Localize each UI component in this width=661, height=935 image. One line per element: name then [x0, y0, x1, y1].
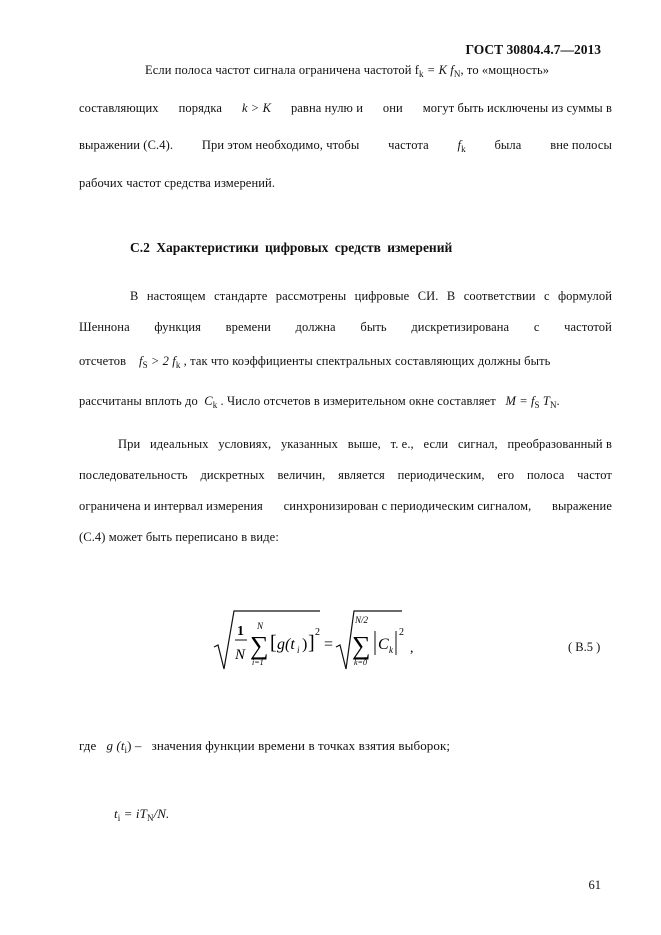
- word: сигнал,: [457, 437, 498, 451]
- word: величин,: [277, 468, 326, 482]
- ti-sub: i: [117, 813, 121, 823]
- p1-l1-text: Если полоса частот сигнала ограничена частотой f: [145, 63, 420, 77]
- ti-t: t: [114, 806, 118, 821]
- word: дискретных: [200, 468, 265, 482]
- word: периодическим,: [397, 468, 485, 482]
- word: они: [382, 101, 403, 115]
- paragraph2-line3: [79, 354, 550, 370]
- paragraph3-line4: (С.4) может быть переписано в виде:: [79, 530, 279, 544]
- word: должна: [295, 320, 336, 334]
- page-number: 61: [588, 878, 601, 892]
- bracket-open: [: [270, 632, 277, 654]
- sum-upper-left: N: [257, 621, 264, 631]
- word: с: [543, 289, 550, 303]
- fk-f: f: [457, 138, 462, 152]
- word: с: [533, 320, 540, 334]
- p1-l1-mid: = K f: [423, 63, 454, 77]
- p2-l4-m: M = f: [505, 394, 535, 408]
- word: равна нулю и: [290, 101, 363, 115]
- equals-sign: =: [324, 636, 334, 653]
- p2-l4-b: . Число отсчетов в измерительном окне составляет: [217, 394, 496, 408]
- ti-end: /N.: [153, 806, 170, 821]
- p2-l4-ck: k: [212, 400, 218, 410]
- word: составляющих: [79, 101, 159, 115]
- word: его: [497, 468, 515, 482]
- frac-one: 1: [237, 624, 244, 639]
- ti-n-sub: N: [146, 813, 154, 823]
- p2-l3-c: , так что коэффициенты спектральных составляющих должны быть: [180, 354, 551, 368]
- word: частот: [577, 468, 612, 482]
- word: если: [423, 437, 449, 451]
- paragraph1-line2: [79, 101, 612, 116]
- word: является: [338, 468, 385, 482]
- p2-l3-fs: S: [142, 360, 148, 370]
- p2-l4-a: рассчитаны вплоть до: [79, 394, 198, 408]
- paragraph2-line1: [130, 289, 612, 304]
- word: СИ.: [417, 289, 439, 303]
- word: была: [494, 138, 522, 152]
- word: При этом необходимо, чтобы: [201, 138, 360, 152]
- word: полоса: [526, 468, 565, 482]
- where-text: значения функции времени в точках взятия выборок;: [151, 738, 451, 753]
- where-g: g (t: [106, 738, 125, 753]
- p2-l3-bk: k: [175, 360, 181, 370]
- paragraph2-line4: [79, 394, 560, 410]
- word: условиях,: [218, 437, 272, 451]
- equation-number: ( B.5 ): [568, 640, 601, 654]
- frac-n: N: [235, 647, 246, 663]
- square-left: 2: [315, 627, 320, 638]
- p2-l4-c: C: [204, 394, 213, 408]
- paragraph3-line1: [118, 437, 612, 452]
- word: т. е.,: [390, 437, 414, 451]
- word: вне полосы: [550, 138, 612, 152]
- word: рассмотрены: [275, 289, 347, 303]
- word: быть: [360, 320, 387, 334]
- word: стандарте: [214, 289, 268, 303]
- paragraph1-line3: [79, 138, 612, 154]
- word: дискретизирована: [411, 320, 510, 334]
- word: В: [446, 289, 456, 303]
- where-line: [79, 738, 450, 755]
- g-expr: g(t: [277, 636, 295, 653]
- p2-l4-ms: S: [534, 400, 540, 410]
- word: соответствии: [463, 289, 536, 303]
- word: Шеннона: [79, 320, 130, 334]
- word: порядка: [178, 101, 223, 115]
- where-g-sub: i: [124, 745, 128, 755]
- word: указанных: [280, 437, 339, 451]
- sigma-right: ∑: [352, 631, 371, 660]
- p2-l3-f: f: [139, 354, 143, 368]
- standard-header: ГОСТ 30804.4.7—2013: [465, 42, 601, 57]
- paragraph3-line3: [79, 499, 612, 514]
- c-symbol: C: [378, 636, 389, 653]
- word: преобразованный в: [507, 437, 612, 451]
- word: синхронизирован с периодическим сигналом,: [283, 499, 532, 513]
- ti-line: [114, 806, 169, 823]
- p1-l1-sub: k: [419, 69, 424, 79]
- word: идеальных: [150, 437, 209, 451]
- word: выражении (С.4).: [79, 138, 174, 152]
- word: частотой: [564, 320, 612, 334]
- sum-lower-right: k=0: [354, 658, 367, 667]
- word: цифровые: [354, 289, 410, 303]
- word: k > K: [241, 101, 272, 115]
- word: выражение: [552, 499, 612, 513]
- word: выше,: [347, 437, 381, 451]
- sigma-left: ∑: [250, 631, 269, 660]
- paragraph1-line1: [145, 63, 549, 79]
- g-sub: i: [297, 645, 300, 655]
- equation-b5: [212, 607, 472, 677]
- ti-rest: = iT: [120, 806, 147, 821]
- g-close: ): [302, 636, 308, 653]
- word: настоящем: [146, 289, 206, 303]
- sum-lower-left: i=1: [252, 658, 264, 667]
- word: функция: [154, 320, 202, 334]
- square-right: 2: [399, 627, 404, 638]
- where-label: где: [79, 738, 97, 753]
- where-g-close: ) –: [127, 738, 142, 753]
- word: могут быть исключены из суммы в: [422, 101, 612, 115]
- p1-l1-tail: , то «мощность»: [460, 63, 550, 77]
- equation-comma: ,: [410, 641, 414, 656]
- section-title: С.2 Характеристики цифровых средств измерений: [130, 240, 453, 255]
- p2-l3-a: отсчетов: [79, 354, 127, 368]
- c-sub: k: [389, 645, 393, 655]
- word: При: [118, 437, 141, 451]
- bracket-close: ]: [308, 632, 315, 654]
- paragraph3-line2: [79, 468, 612, 483]
- p2-l4-t: T: [539, 394, 550, 408]
- fk-sub: k: [461, 144, 466, 154]
- word: ограничена и интервал измерения: [79, 499, 263, 513]
- word: частота: [388, 138, 429, 152]
- word: В: [130, 289, 139, 303]
- paragraph1-line4: рабочих частот средства измерений.: [79, 176, 276, 190]
- p2-l3-b: > 2 f: [147, 354, 176, 368]
- p2-l4-tn: N: [549, 400, 557, 410]
- word: формулой: [557, 289, 612, 303]
- word-fk: [458, 138, 466, 154]
- p2-l4-end: .: [556, 394, 560, 408]
- word: времени: [225, 320, 271, 334]
- sum-upper-right: N/2: [355, 615, 369, 625]
- paragraph2-line2: [79, 320, 612, 335]
- word: последовательность: [79, 468, 188, 482]
- p1-l1-sub2: N: [453, 69, 461, 79]
